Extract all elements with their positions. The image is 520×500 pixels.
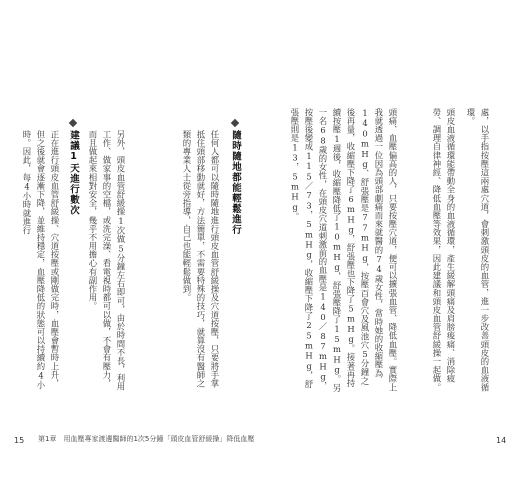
heading-text: 建議1天進行數次 — [68, 130, 79, 216]
paragraph: 另外，頭皮血管舒緩操1次做5分鐘左右即可，由於時間不長，利用工作、做家事的空檔，或洗完澡、看電視時都可以做，不會有壓力，而且做起來相對安全，幾乎不用擔心有副作用。 — [88, 130, 126, 391]
section-heading-2 — [66, 120, 80, 216]
running-footer: 第1章 用血壓專家渡邊醫師的1次5分鐘「頭皮血管舒緩操」降低血壓 — [38, 435, 255, 443]
paragraph: 頭皮血液循環能帶動全身的血液循環，產生緩解頭痛及肩膀痠痛、消除疲勞、調理自律神經、降低血壓等效果，因此建議和頭皮血管舒緩操一起做。 — [432, 108, 456, 392]
diamond-bullet-icon — [231, 119, 239, 127]
page-number: 15 — [14, 436, 25, 445]
paragraph: 處，以手指按壓這兩處穴道，會刺激頭皮的血管，進一步改善頭皮的血液循環。 — [466, 108, 490, 392]
right-page — [260, 0, 520, 500]
diamond-bullet-icon — [69, 119, 77, 127]
paragraph: 任何人都可以隨時隨地進行頭皮血管舒緩操及穴道按壓，只要將手掌抵住頭部移動就好，方法簡單，不需要特殊的技巧，就算沒有醫師之類的專業人士從旁指導，自己也能輕鬆做到。 — [182, 130, 220, 388]
heading-text: 隨時隨地都能輕鬆進行 — [230, 130, 241, 235]
paragraph: 正在進行頭皮血管舒緩操、穴道按壓或剛做完時，血壓會暫時上升，但之後就會逐漸下降，並維持穩定，血壓降低的狀態可以持續約4小時。因此，每4小時就進行 — [22, 130, 60, 390]
paragraph: 頭痛、血壓偏高的人，只要按壓穴道，便可以擴張血管、降低血壓。實際上我就透過一位因為頭部劇痛而來就醫的74歲女性，當時她的收縮壓為140mHg、舒張壓是77mHg，按壓百會穴及風池穴5分鐘之後再量，收縮壓下降了6mHg，舒張壓也下降了5mHg。接著再持續按壓1週後，收縮壓降低了10mHg，舒張壓降了15mHg。另一名68歲的女性，在頭皮穴道刺激前的血壓是140／87mHg，按壓後變成115／73，5mHg，收縮壓下降了25mHg，舒張壓則是13，5mHg。 — [290, 108, 398, 392]
page-number: 14 — [496, 436, 507, 445]
section-heading-1 — [228, 120, 242, 235]
